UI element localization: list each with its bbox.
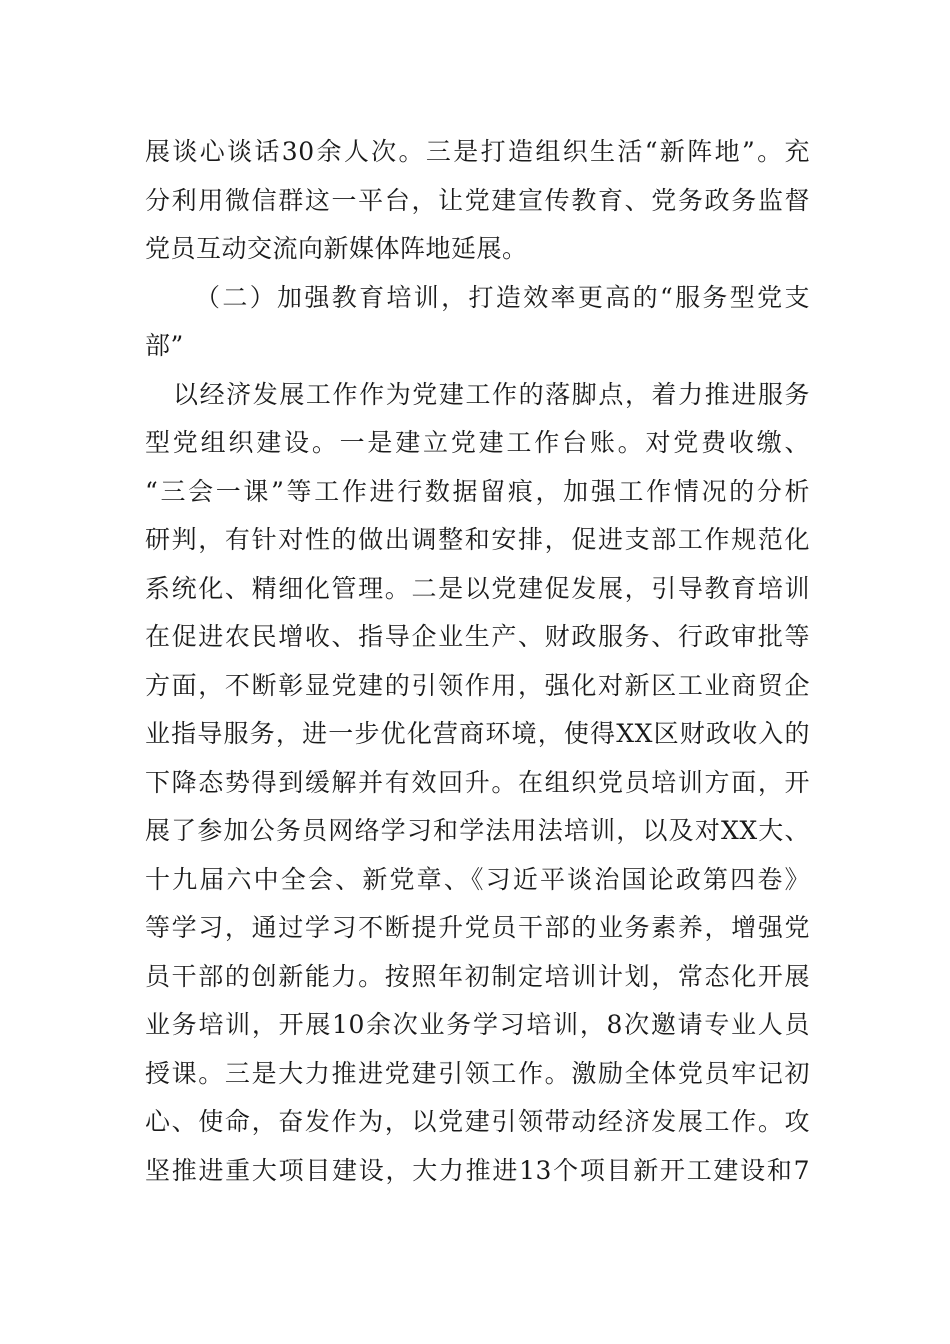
section-heading-line: 部” <box>145 331 184 360</box>
text-line: 分利用微信群这一平台，让党建宣传教育、党务政务监督 <box>145 185 810 215</box>
text-line: 系统化、精细化管理。二是以党建促发展，引导教育培训 <box>145 573 810 603</box>
text-line: 坚推进重大项目建设，大力推进13个项目新开工建设和7 <box>145 1155 810 1185</box>
document-body <box>145 128 810 1195</box>
text-line: 业指导服务，进一步优化营商环境，使得XX区财政收入的 <box>145 719 810 748</box>
text-line: 展谈心谈话30余人次。三是打造组织生活“新阵地”。充 <box>145 137 810 166</box>
text-line: 心、使命，奋发作为，以党建引领带动经济发展工作。攻 <box>145 1107 810 1136</box>
text-line: 以经济发展工作作为党建工作的落脚点，着力推进服务 <box>173 379 810 409</box>
text-line: 业务培训，开展10余次业务学习培训，8次邀请专业人员 <box>145 1010 810 1039</box>
section-heading-line: （二）加强教育培训，打造效率更高的“服务型党支 <box>195 282 810 312</box>
text-line: 研判，有针对性的做出调整和安排，促进支部工作规范化 <box>145 525 810 554</box>
text-line: 授课。三是大力推进党建引领工作。激励全体党员牢记初 <box>145 1058 810 1088</box>
text-line: 下降态势得到缓解并有效回升。在组织党员培训方面，开 <box>145 767 810 797</box>
text-line: “三会一课”等工作进行数据留痕，加强工作情况的分析 <box>145 476 810 506</box>
text-line: 展了参加公务员网络学习和学法用法培训，以及对XX大、 <box>145 816 810 845</box>
text-line: 党员互动交流向新媒体阵地延展。 <box>145 234 528 263</box>
text-line: 员干部的创新能力。按照年初制定培训计划，常态化开展 <box>145 961 810 991</box>
text-line: 方面，不断彰显党建的引领作用，强化对新区工业商贸企 <box>145 670 810 700</box>
text-line: 型党组织建设。一是建立党建工作台账。对党费收缴、 <box>145 428 810 457</box>
text-line: 等学习，通过学习不断提升党员干部的业务素养，增强党 <box>145 913 810 942</box>
text-line: 在促进农民增收、指导企业生产、财政服务、行政审批等 <box>145 622 810 651</box>
text-line: 十九届六中全会、新党章、《习近平谈治国论政第四卷》 <box>145 864 810 894</box>
